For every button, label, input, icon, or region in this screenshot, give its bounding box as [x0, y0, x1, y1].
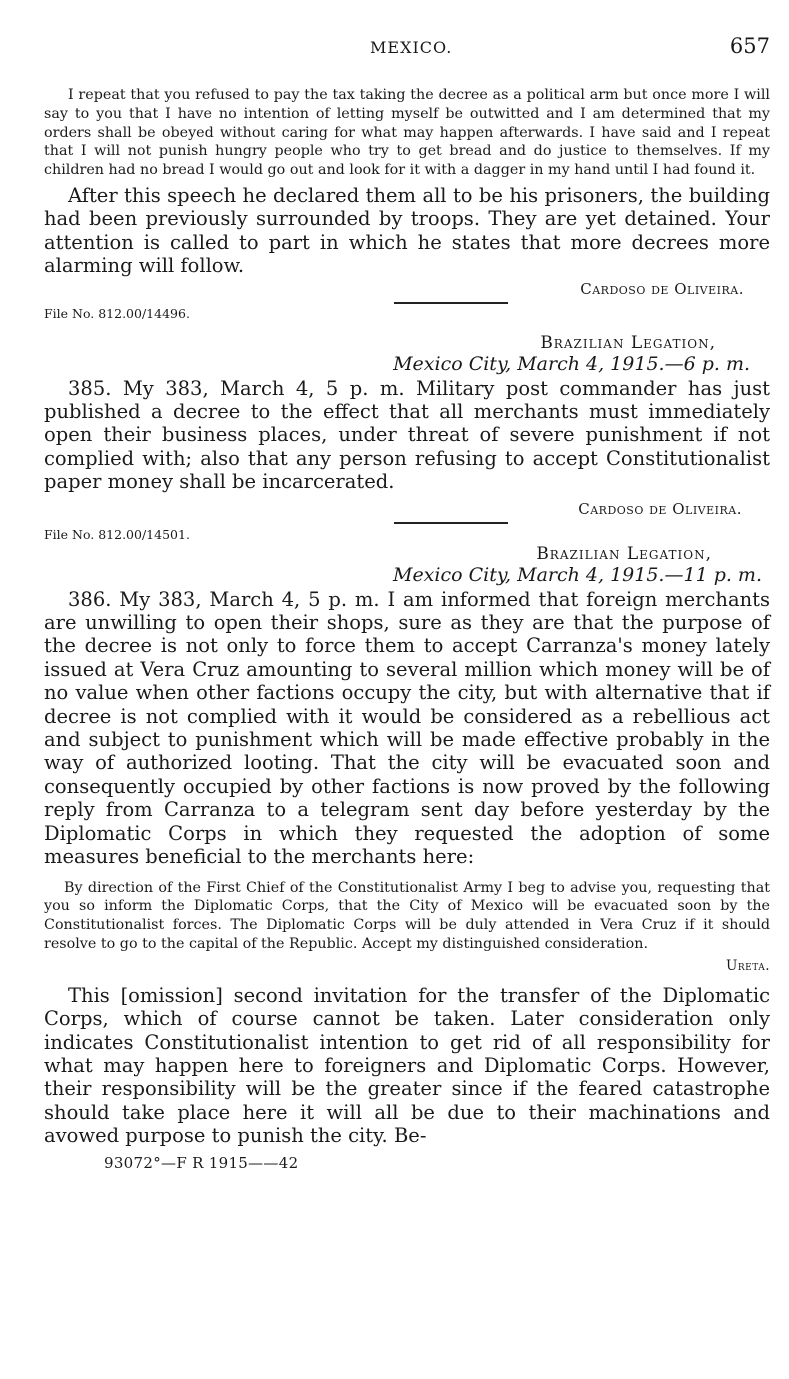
signature-385: Cardoso de Oliveira. [578, 499, 742, 518]
quote-signature: Ureta. [725, 957, 770, 974]
file-number-385: File No. 812.00/14496. [44, 305, 190, 321]
speech-quote: I repeat that you refused to pay the tax taking the decree as a political arm but once more I will say to you that I have no intention of letting myself be outwitted and I am determined that my orders shall be obeyed without caring for what may happen afterwards. I have said and I repeat that I will not punish hungry people who try to get bread and do justice to themselves. If my children had no bread I would go out and look for it with a dagger in my hand until I had found it. [44, 87, 770, 179]
date-line-386: Mexico City, March 4, 1915.—11 p. m. [392, 563, 762, 586]
running-head: MEXICO. [370, 38, 453, 57]
date-line-385: Mexico City, March 4, 1915.—6 p. m. [393, 352, 750, 375]
carranza-reply-quote: By direction of the First Chief of the Constitutionalist Army I beg to advise you, requesting that you so inform the Diplomatic Corps, that the City of Mexico will be evacuated soon by the Constitutionalist forces. The Diplomatic Corps will be duly attended in Vera Cruz if it should resolve to go to the capital of the Republic. Accept my distinguished consideration. [44, 879, 770, 952]
page-header [44, 36, 770, 62]
file-number-386: File No. 812.00/14501. [44, 526, 190, 542]
page-number: 657 [729, 34, 770, 58]
section-divider [394, 522, 508, 524]
paragraph-386: 386. My 383, March 4, 5 p. m. I am informed that foreign merchants are unwilling to open their shops, sure as they are that the purpose of the decree is not only to force them to accept Carranza's money lately issued at Vera Cruz amounting to several million which money will be of no value when other factions occupy the city, but with alternative that if decree is not complied with it would be considered as a rebellious act and subject to punishment which will be made effective probably in the way of authorized looting. That the city will be evacuated soon and consequently occupied by other factions is now proved by the following reply from Carranza to a telegram sent day before yesterday by the Diplomatic Corps in which they requested the adoption of some measures beneficial to the merchants here: [44, 587, 770, 869]
paragraph-continuation: This [omission] second invitation for the transfer of the Diplomatic Corps, which of course cannot be taken. Later consideration only indicates Constitutionalist intention to get rid of all responsibility for what may happen here to foreigners and Diplomatic Corps. However, their responsibility will be the greater since if the feared catastrophe should take place here it will all be due to their machinations and avowed purpose to punish the city. Be- [44, 983, 770, 1148]
printer-footer: 93072°—F R 1915——42 [104, 1153, 299, 1172]
document-page [44, 36, 770, 1172]
signature-1: Cardoso de Oliveira. [580, 279, 744, 298]
paragraph-385: 385. My 383, March 4, 5 p. m. Military post commander has just published a decree to the effect that all merchants must immediately open their business places, under threat of severe punishment if not complied with; also that any person refusing to accept Constitutionalist paper money shall be incarcerated. [44, 376, 770, 494]
legation-heading-385: Brazilian Legation, [540, 332, 716, 353]
paragraph-after-speech: After this speech he declared them all to be his prisoners, the building had been previously surrounded by troops. They are yet detained. Your attention is called to part in which he states that more decrees more alarming will follow. [44, 183, 770, 278]
section-divider [394, 302, 508, 304]
legation-heading-386: Brazilian Legation, [536, 543, 712, 564]
